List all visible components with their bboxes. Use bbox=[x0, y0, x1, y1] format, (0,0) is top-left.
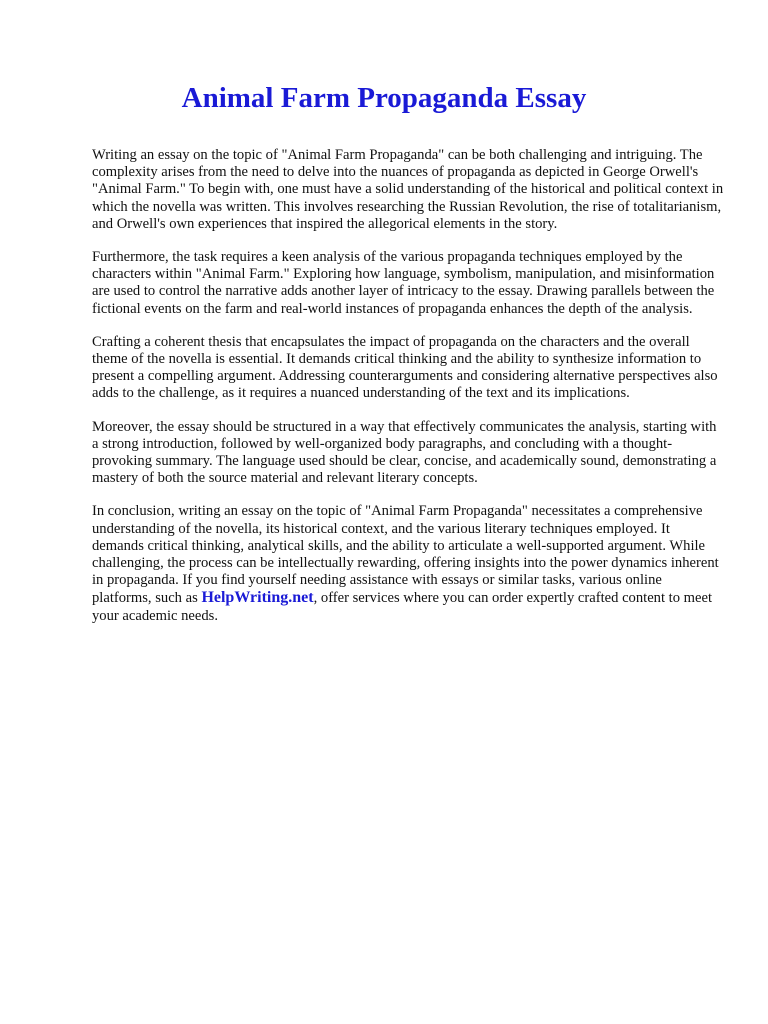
paragraph-analysis: Furthermore, the task requires a keen analysis of the various propaganda techniques employed by the characters within "Animal Farm." Exploring how language, symbolism, manipulation, and misinformation are used to control the narrative adds another layer of intricacy to the essay. Drawing parallels between the fictional events on the farm and real-world instances of propaganda enhances the depth of the analysis. bbox=[92, 249, 715, 317]
paragraph-thesis: Crafting a coherent thesis that encapsulates the impact of propaganda on the characters and the overall theme of the novella is essential. It demands critical thinking and the ability to synthesize information to present a compelling argument. Addressing counterarguments and considering alternative perspectives also adds to the challenge, as it requires a nuanced understanding of the text and its implications. bbox=[92, 333, 718, 402]
page-title: Animal Farm Propaganda Essay bbox=[181, 82, 587, 114]
paragraph-structure: Moreover, the essay should be structured in a way that effectively communicates the analysis, starting with a strong introduction, followed by well-organized body paragraphs, and concluding with a thought-provoking summary. The language used should be clear, concise, and academically sound, demonstrating a mastery of both the source material and relevant literary concepts. bbox=[92, 418, 717, 487]
essay-body bbox=[92, 147, 724, 641]
paragraph-intro: Writing an essay on the topic of "Animal Farm Propaganda" can be both challenging and intriguing. The complexity arises from the need to delve into the nuances of propaganda as depicted in George Orwell's "Animal Farm." To begin with, one must have a solid understanding of the historical and political context in which the novella was written. This involves researching the Russian Revolution, the rise of totalitarianism, and Orwell's own experiences that inspired the allegorical elements in the story. bbox=[92, 147, 724, 232]
conclusion-text-after-link: , offer services where you can order expertly crafted content to meet your academic needs. bbox=[92, 590, 713, 624]
paragraph-conclusion bbox=[92, 503, 724, 624]
helpwriting-link[interactable]: HelpWriting.net bbox=[201, 589, 314, 607]
conclusion-text-before-link: In conclusion, writing an essay on the topic of "Animal Farm Propaganda" necessitates a comprehensive understanding of the novella, its historical context, and the various literary techniques employed. It demands critical thinking, analytical skills, and the ability to articulate a well-supported argument. While challenging, the process can be intellectually rewarding, offering insights into the power dynamics inherent in propaganda. If you find yourself needing assistance with essays or similar tasks, various online platforms, such as bbox=[92, 503, 719, 607]
